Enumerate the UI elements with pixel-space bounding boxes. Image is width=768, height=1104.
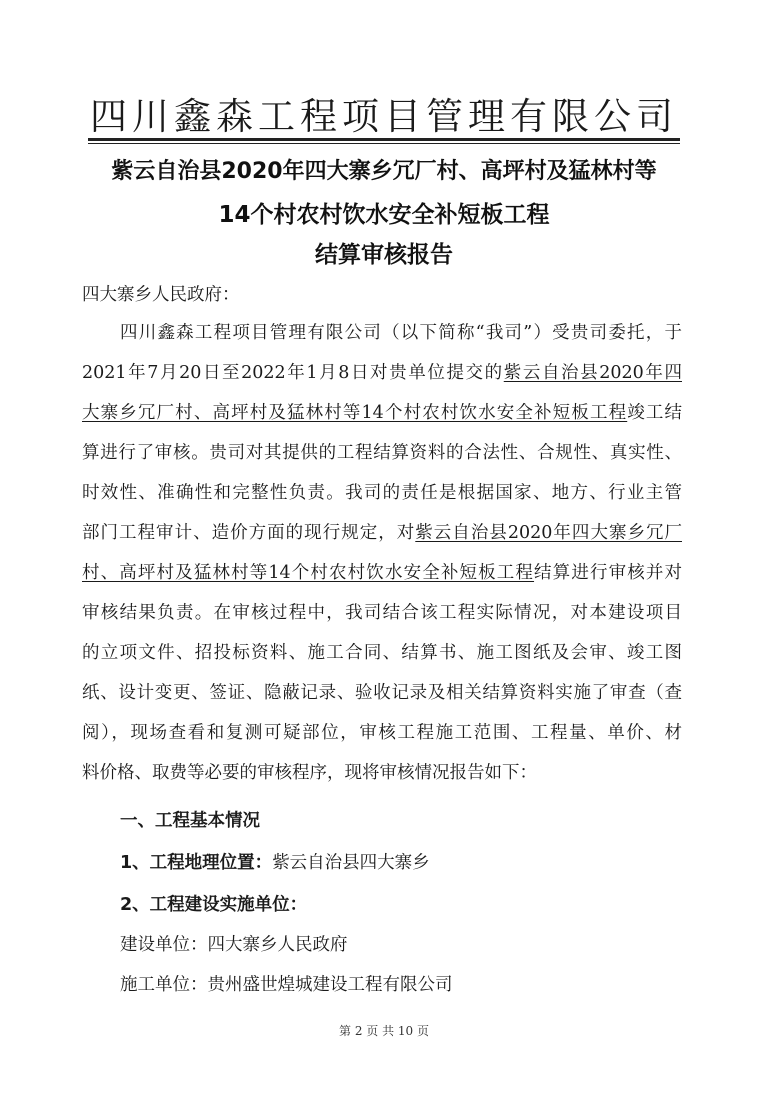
body-text: 2021年7月20日至2022年1月8日对贵单位提交的	[82, 363, 504, 383]
body-line-1: 四川鑫森工程项目管理有限公司（以下简称“我司”）受贵司委托，于	[120, 323, 682, 343]
body-text: 竣工结	[627, 403, 682, 423]
body-line-10: 纸、设计变更、签证、隐蔽记录、验收记录及相关结算资料实施了审查（查	[82, 683, 682, 703]
body-text: 部门工程审计、造价方面的现行规定，对	[82, 523, 416, 543]
contractor-row	[120, 974, 682, 996]
letterhead-company-name: 四川鑫森工程项目管理有限公司	[90, 95, 678, 138]
salutation: 四大寨乡人民政府：	[82, 285, 240, 305]
body-text: 结算进行审核并对	[534, 563, 682, 583]
geo-location-label: 1、工程地理位置：	[120, 853, 273, 873]
section-heading: 一、工程基本情况	[120, 811, 260, 831]
project-name-underlined: 大寨乡冗厂村、高坪村及猛林村等14个村农村饮水安全补短板工程	[82, 403, 628, 423]
body-line-3	[82, 402, 682, 424]
implementing-units-label: 2、工程建设实施单位：	[120, 895, 308, 915]
owner-row	[120, 934, 682, 956]
body-line-11: 阅），现场查看和复测可疑部位，审核工程施工范围、工程量、单价、材	[82, 723, 682, 743]
body-line-4: 算进行了审核。贵司对其提供的工程结算资料的合法性、合规性、真实性、	[82, 443, 682, 463]
report-title-line-2: 14个村农村饮水安全补短板工程	[218, 202, 550, 228]
body-line-9: 的立项文件、招投标资料、施工合同、结算书、施工图纸及会审、竣工图	[82, 643, 682, 663]
report-title-line-3: 结算审核报告	[315, 242, 453, 268]
body-line-2	[82, 362, 682, 384]
contractor-label: 施工单位：	[120, 975, 208, 995]
geo-location-row	[120, 852, 682, 874]
body-line-7	[82, 562, 682, 584]
body-line-12: 料价格、取费等必要的审核程序，现将审核情况报告如下：	[82, 763, 537, 783]
letterhead-rule-thin	[88, 143, 680, 144]
owner-label: 建设单位：	[120, 935, 208, 955]
letterhead-rule-thick	[88, 138, 680, 141]
project-name-underlined: 村、高坪村及猛林村等14个村农村饮水安全补短板工程	[82, 563, 535, 583]
body-line-8: 审核结果负责。在审核过程中，我司结合该工程实际情况，对本建设项目	[82, 603, 682, 623]
page-number: 第 2 页 共 10 页	[339, 1024, 429, 1038]
geo-location-value: 紫云自治县四大寨乡	[272, 853, 430, 873]
project-name-underlined: 紫云自治县2020年四	[503, 363, 682, 383]
contractor-value: 贵州盛世煌城建设工程有限公司	[207, 975, 453, 995]
owner-value: 四大寨乡人民政府	[207, 935, 348, 955]
report-title-line-1: 紫云自治县2020年四大寨乡冗厂村、高坪村及猛林村等	[111, 159, 657, 184]
body-line-5: 时效性、准确性和完整性负责。我司的责任是根据国家、地方、行业主管	[82, 483, 682, 503]
body-line-6	[82, 522, 682, 544]
project-name-underlined: 紫云自治县2020年四大寨乡冗厂	[415, 523, 682, 543]
